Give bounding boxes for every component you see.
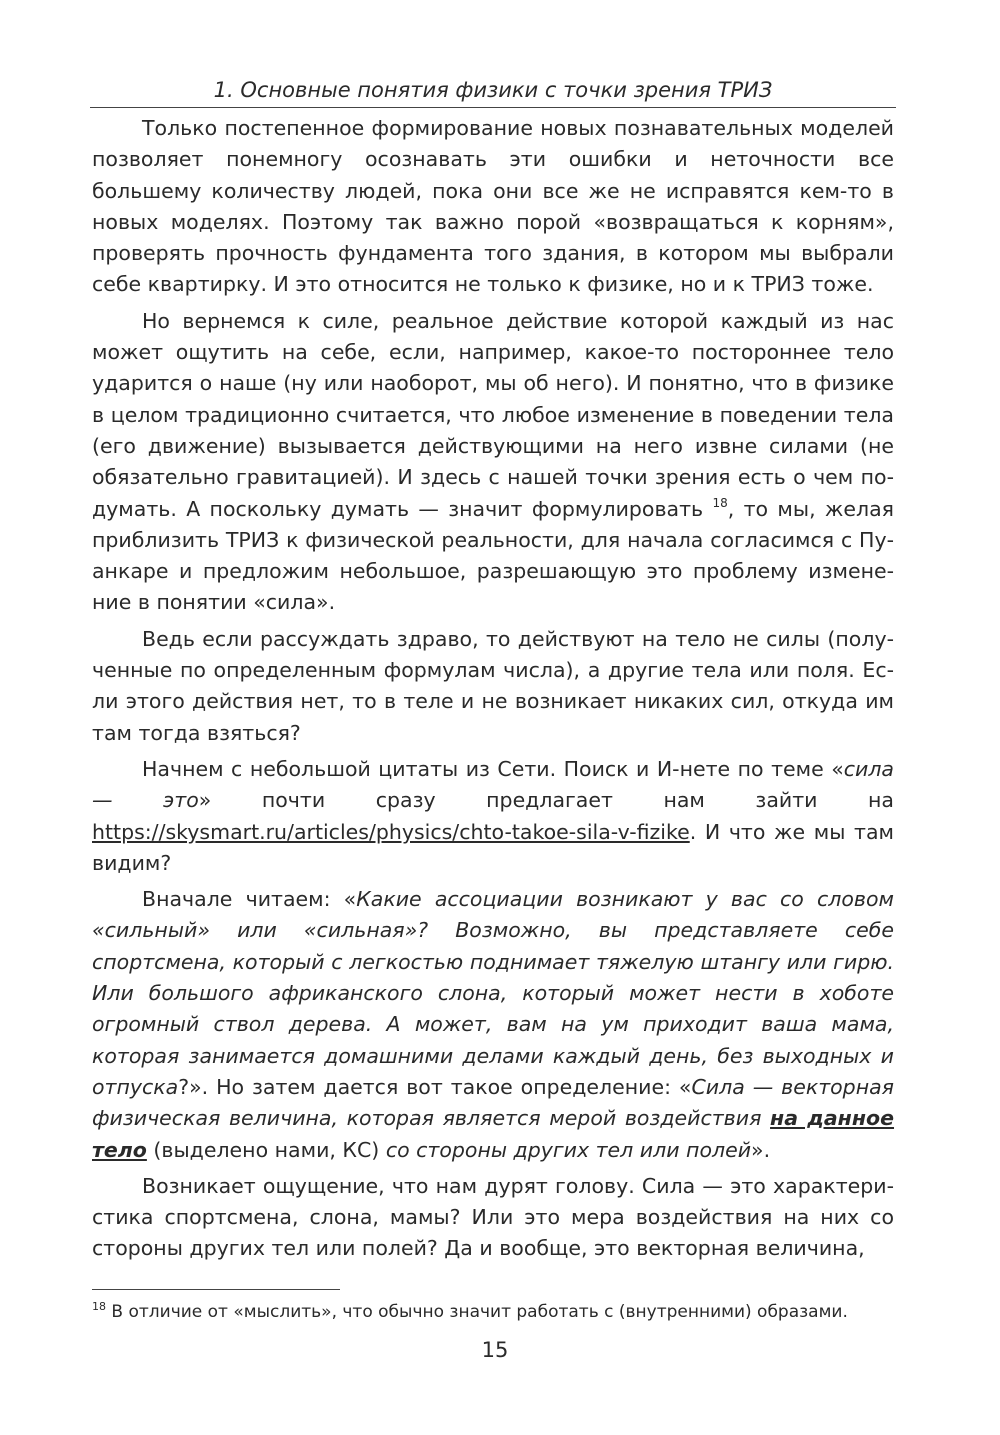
- footnote-number: 18: [92, 1300, 106, 1313]
- emphasized-phrase: на данное тело: [92, 1106, 895, 1162]
- header-divider: [90, 107, 896, 108]
- paragraph-1: Только постепенное формирование новых познавательных моделей позволяет понемногу осознавать эти ошибки и неточности все большему количеству людей, пока они все же не исправятся кем-то в новых моделях. Поэтому так важно порой «возвращаться к корням», проверять прочность фундамента того здания, в котором мы выбрали себе квартирку. И это относится не только к физике, но и к ТРИЗ тоже.: [92, 116, 894, 297]
- paragraph-3: Ведь если рассуждать здраво, то действуют на тело не силы (полученные по определенным формулам числа), а другие тела или поля. Если этого действия нет, то в теле и не возникает никаких сил, откуда им там тогда взяться?: [92, 626, 894, 745]
- citation-quote-3: со стороны других тел или полей: [385, 1137, 752, 1162]
- footnote-text: В отличие от «мыслить», что обычно значит работать с (внутренними) образами.: [106, 1302, 848, 1322]
- paragraph-2-text-b: , то мы, желая приблизить ТРИЗ к физической реальности, для начала согласимся с Пуанкаре и предложим небольшое, разрешающую это проблему изменение в понятии «сила».: [92, 496, 895, 615]
- footnote-divider: [92, 1289, 340, 1290]
- main-text: [92, 113, 894, 1270]
- page-number: 15: [481, 1338, 509, 1362]
- running-header: 1. Основные понятия физики с точки зрения ТРИЗ: [213, 78, 773, 102]
- search-query-quote: сила — это: [92, 756, 894, 813]
- citation-quote-1: Какие ассоциации возникают у вас со словом «сильный» или «сильная»? Возможно, вы представляете себе спортсмена, который с легкостью поднимает тяжелую штангу или гирю. Или большого африканского слона, который может нести в хоботе огромный ствол дерева. А может, вам на ум приходит ваша мама, которая занимается домашними делами каждый день, без выходных и отпуска: [92, 887, 894, 1099]
- author-note: (выделено нами, КС): [146, 1137, 386, 1162]
- paragraph-4-text-b: » почти сразу предлагает нам зайти на: [198, 788, 894, 813]
- paragraph-4-text-a: Начнем с небольшой цитаты из Сети. Поиск и И-нете по теме «: [142, 756, 844, 781]
- footnote: [92, 1300, 898, 1324]
- paragraph-2: [92, 306, 894, 619]
- paragraph-4-text-c: . И что же мы там видим?: [92, 819, 894, 875]
- paragraph-5: [92, 884, 894, 1166]
- paragraph-5-text-b: ?». Но затем дается вот такое определение: «: [178, 1074, 692, 1099]
- source-link[interactable]: https://skysmart.ru/articles/physics/chto-takoe-sila-v-fizike: [92, 819, 690, 844]
- paragraph-2-text-a: Но вернемся к силе, реальное действие которой каждый из нас может ощутить на себе, если, например, какое-то постороннее тело ударится о наше (ну или наоборот, мы об него). И понятно, что в физике в целом традиционно считается, что любое изменение в поведении тела (его движение) вызывается действующими на него извне силами (не обязательно гравитацией). И здесь с нашей точки зрения есть о чем подумать. А поскольку думать — значит формулировать: [92, 308, 894, 521]
- paragraph-5-text-c: ».: [751, 1137, 771, 1162]
- footnote-reference[interactable]: 18: [712, 495, 728, 510]
- citation-quote-2: Сила — векторная физическая величина, которая является мерой воздействия: [92, 1074, 894, 1131]
- paragraph-6: Возникает ощущение, что нам дурят голову. Сила — это характеристика спортсмена, слона, мамы? Или это мера воздействия на них со стороны других тел или полей? Да и вообще, это векторная величина,: [92, 1173, 894, 1261]
- paragraph-4: [92, 754, 894, 879]
- paragraph-5-text-a: Вначале читаем: «: [142, 887, 357, 912]
